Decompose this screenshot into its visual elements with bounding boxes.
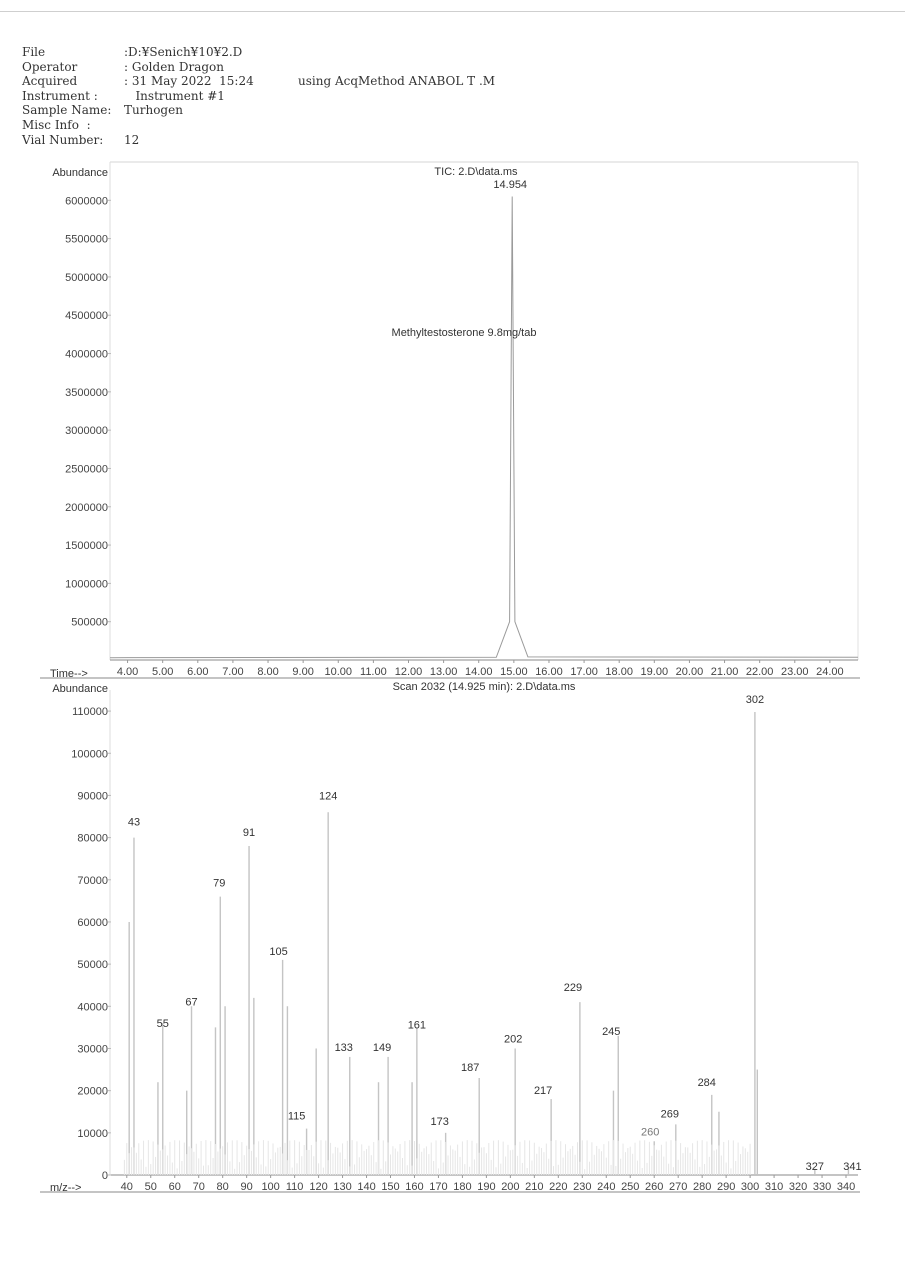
- ms-peak-label: 133: [334, 1041, 353, 1054]
- tic-y-tick-label: 3000000: [65, 425, 108, 438]
- tic-y-tick-label: 6000000: [65, 195, 108, 208]
- header-key: Acquired: [22, 74, 78, 89]
- ms-y-tick-label: 40000: [77, 1001, 108, 1014]
- tic-x-tick-label: 5.00: [151, 666, 174, 678]
- ms-y-tick-label: 0: [101, 1170, 108, 1182]
- ms-peak-label: 260: [641, 1126, 660, 1139]
- header-value: : 31 May 2022 15:24: [124, 74, 254, 89]
- tic-y-label: Abundance: [52, 167, 108, 179]
- ms-x-tick-label: 290: [716, 1181, 736, 1193]
- ms-peak-label: 341: [843, 1161, 862, 1173]
- tic-y-tick-label: 2000000: [65, 501, 108, 514]
- ms-x-tick-label: 120: [309, 1181, 328, 1193]
- ms-x-tick-label: 190: [477, 1181, 496, 1193]
- ms-x-tick-label: 310: [764, 1181, 784, 1193]
- ms-x-label: m/z-->: [50, 1182, 82, 1194]
- ms-x-tick-label: 280: [692, 1181, 712, 1193]
- ms-peak-label: 161: [407, 1019, 427, 1032]
- ms-x-tick-label: 320: [788, 1181, 808, 1193]
- tic-x-tick-label: 20.00: [675, 666, 704, 678]
- ms-x-tick-label: 260: [645, 1181, 664, 1193]
- tic-title: TIC: 2.D\data.ms: [434, 166, 518, 178]
- tic-x-tick-label: 6.00: [187, 666, 209, 678]
- tic-x-tick-label: 12.00: [394, 666, 423, 678]
- ms-x-tick-label: 100: [261, 1181, 280, 1193]
- tic-x-tick-label: 7.00: [222, 666, 244, 678]
- ms-x-tick-label: 110: [285, 1181, 304, 1193]
- ms-x-tick-label: 140: [357, 1181, 376, 1193]
- header-key: Misc Info :: [22, 117, 91, 132]
- header-key: File: [22, 45, 46, 59]
- ms-x-tick-label: 240: [597, 1181, 616, 1193]
- tic-y-tick-label: 5000000: [65, 271, 108, 284]
- tic-x-tick-label: 24.00: [816, 666, 844, 678]
- tic-x-tick-label: 16.00: [535, 666, 563, 678]
- ms-x-tick-label: 220: [549, 1181, 568, 1193]
- tic-x-tick-label: 21.00: [710, 666, 739, 678]
- tic-x-tick-label: 19.00: [640, 666, 669, 678]
- ms-y-tick-label: 110000: [72, 706, 108, 719]
- tic-x-tick-label: 14.00: [464, 666, 493, 678]
- ms-y-label: Abundance: [52, 683, 108, 695]
- tic-trace: [110, 197, 858, 658]
- ms-x-tick-label: 90: [240, 1181, 253, 1193]
- ms-peak-label: 269: [660, 1108, 679, 1121]
- header-key: Vial Number:: [22, 132, 104, 147]
- ms-peak-label: 229: [563, 982, 583, 995]
- ms-peak-label: 173: [430, 1115, 449, 1128]
- header-value: Turhogen: [124, 103, 183, 118]
- ms-peak-label: 302: [745, 694, 765, 706]
- ms-peak-label: 124: [318, 790, 338, 803]
- ms-peak-label: 217: [533, 1085, 553, 1098]
- acq-method-text: using AcqMethod ANABOL T .M: [298, 74, 496, 89]
- ms-peak-label: 43: [127, 816, 141, 829]
- ms-y-tick-label: 20000: [77, 1085, 108, 1098]
- header-value: Instrument #1: [124, 88, 225, 103]
- ms-peak-label: 187: [461, 1062, 480, 1074]
- header-value: : Golden Dragon: [124, 59, 224, 74]
- ms-title: Scan 2032 (14.925 min): 2.D\data.ms: [392, 681, 576, 693]
- tic-y-tick-label: 4500000: [65, 310, 108, 323]
- ms-peak-label: 245: [602, 1025, 621, 1038]
- tic-x-tick-label: 17.00: [570, 666, 598, 678]
- ms-y-tick-label: 50000: [77, 959, 108, 972]
- ms-peak-label: 79: [213, 877, 226, 890]
- tic-y-tick-label: 2500000: [65, 463, 108, 476]
- ms-x-tick-label: 160: [405, 1181, 424, 1193]
- ms-peak-label: 149: [372, 1041, 392, 1054]
- ms-y-tick-label: 100000: [71, 748, 108, 761]
- tic-annotation: Methyltestosterone 9.8mg/tab: [391, 327, 537, 339]
- ms-y-tick-label: 90000: [77, 790, 108, 803]
- ms-peak-label: 91: [242, 827, 256, 840]
- tic-y-tick-label: 500000: [71, 616, 108, 629]
- ms-x-tick-label: 230: [573, 1181, 592, 1193]
- ms-x-tick-label: 150: [381, 1181, 400, 1193]
- header-value: 12: [124, 132, 140, 147]
- ms-peak-label: 202: [503, 1033, 523, 1046]
- ms-x-tick-label: 300: [740, 1181, 760, 1193]
- tic-chart: [40, 162, 860, 680]
- header-key: Instrument :: [22, 88, 98, 103]
- ms-x-tick-label: 340: [836, 1181, 856, 1193]
- ms-y-tick-label: 70000: [77, 874, 108, 887]
- ms-x-tick-label: 130: [333, 1181, 352, 1193]
- ms-y-tick-label: 80000: [77, 832, 108, 845]
- tic-x-tick-label: 15.00: [500, 666, 528, 678]
- ms-peak-label: 284: [697, 1076, 716, 1089]
- header-key: Operator: [22, 59, 78, 74]
- tic-x-tick-label: 10.00: [324, 666, 353, 678]
- tic-x-tick-label: 13.00: [429, 666, 458, 678]
- tic-x-tick-label: 4.00: [116, 666, 139, 678]
- ms-x-tick-label: 180: [453, 1181, 472, 1193]
- tic-y-tick-label: 1000000: [65, 578, 108, 591]
- mass-spectrum-chart: [40, 681, 862, 1194]
- ms-x-tick-label: 50: [144, 1181, 157, 1193]
- tic-x-label: Time-->: [50, 668, 88, 680]
- ms-x-tick-label: 250: [621, 1181, 640, 1193]
- tic-x-tick-label: 11.00: [360, 666, 387, 678]
- ms-peak-label: 67: [185, 996, 198, 1009]
- ms-y-tick-label: 10000: [77, 1127, 108, 1140]
- ms-x-tick-label: 80: [216, 1181, 229, 1193]
- tic-x-tick-label: 22.00: [745, 666, 774, 678]
- tic-x-tick-label: 18.00: [605, 666, 633, 678]
- ms-x-tick-label: 210: [525, 1181, 544, 1193]
- ms-x-tick-label: 330: [812, 1181, 832, 1193]
- ms-y-tick-label: 30000: [77, 1043, 108, 1056]
- ms-peak-label: 115: [287, 1110, 306, 1123]
- tic-x-tick-label: 8.00: [257, 666, 279, 678]
- tic-x-tick-label: 9.00: [292, 666, 314, 678]
- tic-y-tick-label: 1500000: [65, 540, 108, 553]
- tic-y-tick-label: 3500000: [65, 386, 108, 399]
- ms-x-tick-label: 200: [501, 1181, 520, 1193]
- ms-x-tick-label: 40: [120, 1181, 133, 1193]
- ms-x-tick-label: 70: [192, 1181, 205, 1193]
- ms-y-tick-label: 60000: [77, 916, 108, 929]
- ms-x-tick-label: 270: [669, 1181, 688, 1193]
- tic-x-tick-label: 23.00: [781, 666, 809, 678]
- header-value: :D:¥Senich¥10¥2.D: [124, 45, 243, 59]
- ms-peak-label: 105: [269, 945, 288, 958]
- ms-peak-label: 327: [805, 1161, 825, 1173]
- tic-y-tick-label: 4000000: [65, 348, 108, 361]
- header-key: Sample Name:: [22, 103, 112, 118]
- tic-peak-label: 14.954: [493, 179, 528, 191]
- ms-x-tick-label: 60: [168, 1181, 181, 1193]
- tic-y-tick-label: 5500000: [65, 233, 108, 246]
- ms-peak-label: 55: [156, 1018, 169, 1031]
- ms-x-tick-label: 170: [429, 1181, 448, 1193]
